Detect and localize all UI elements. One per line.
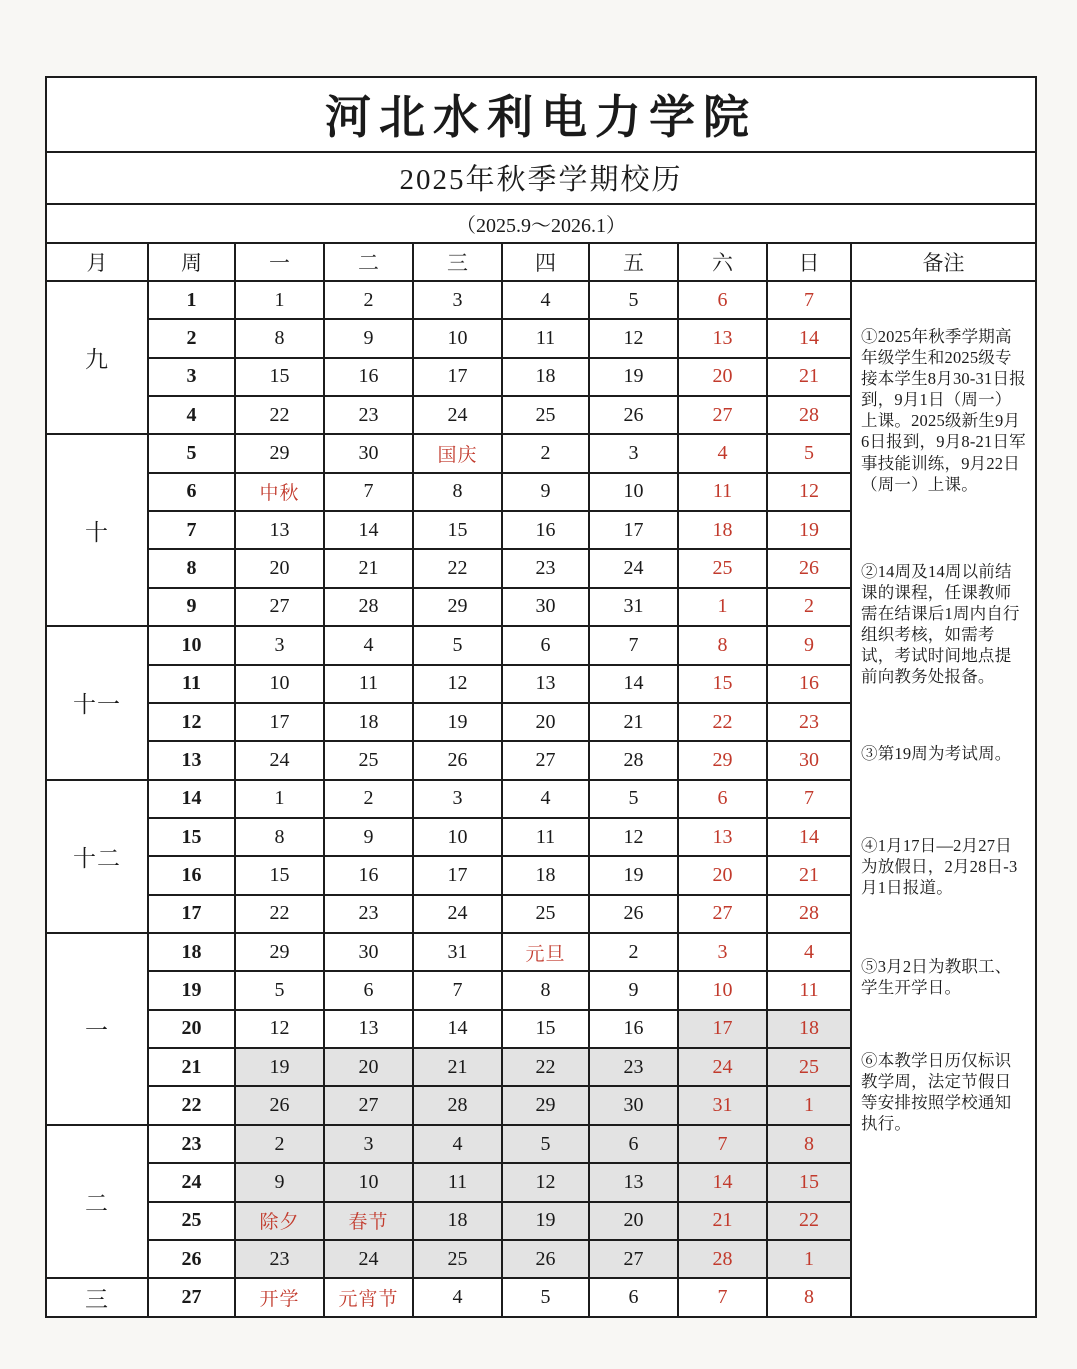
day-cell: 15 xyxy=(235,358,324,396)
day-cell: 6 xyxy=(678,780,767,818)
day-cell: 7 xyxy=(589,626,678,664)
day-cell: 5 xyxy=(767,434,851,472)
day-cell: 8 xyxy=(678,626,767,664)
column-header-month: 月 xyxy=(46,243,148,281)
day-cell: 29 xyxy=(413,588,502,626)
day-cell: 11 xyxy=(502,818,589,856)
day-cell: 22 xyxy=(502,1048,589,1086)
day-cell: 23 xyxy=(235,1240,324,1278)
day-cell: 3 xyxy=(678,933,767,971)
day-cell: 26 xyxy=(413,741,502,779)
column-header-thu: 四 xyxy=(502,243,589,281)
day-cell: 11 xyxy=(413,1163,502,1201)
day-cell: 11 xyxy=(324,665,413,703)
day-cell: 12 xyxy=(589,818,678,856)
day-cell: 22 xyxy=(235,895,324,933)
day-cell: 17 xyxy=(235,703,324,741)
day-cell: 5 xyxy=(502,1125,589,1163)
day-cell: 2 xyxy=(589,933,678,971)
month-label: 一 xyxy=(46,933,148,1125)
day-cell: 30 xyxy=(324,434,413,472)
day-cell: 11 xyxy=(502,319,589,357)
week-number-cell: 27 xyxy=(148,1278,235,1317)
subtitle-row xyxy=(46,152,1036,205)
day-cell: 21 xyxy=(678,1202,767,1240)
day-cell: 1 xyxy=(235,281,324,319)
day-cell: 25 xyxy=(502,396,589,434)
day-cell: 3 xyxy=(413,281,502,319)
day-cell: 28 xyxy=(413,1086,502,1124)
day-cell: 20 xyxy=(502,703,589,741)
day-cell: 4 xyxy=(502,281,589,319)
day-cell: 31 xyxy=(589,588,678,626)
day-cell: 24 xyxy=(413,895,502,933)
day-cell: 13 xyxy=(502,665,589,703)
day-cell: 5 xyxy=(589,780,678,818)
day-cell: 19 xyxy=(235,1048,324,1086)
day-cell: 3 xyxy=(235,626,324,664)
day-cell: 12 xyxy=(767,473,851,511)
day-cell: 6 xyxy=(589,1278,678,1317)
day-cell: 13 xyxy=(324,1010,413,1048)
day-cell: 26 xyxy=(589,396,678,434)
day-cell: 11 xyxy=(678,473,767,511)
day-cell: 2 xyxy=(235,1125,324,1163)
day-cell: 8 xyxy=(502,971,589,1009)
day-cell: 18 xyxy=(678,511,767,549)
holiday-cell: 元旦 xyxy=(502,933,589,971)
day-cell: 7 xyxy=(678,1278,767,1317)
day-cell: 9 xyxy=(235,1163,324,1201)
date-range-row xyxy=(46,204,1036,242)
day-cell: 31 xyxy=(678,1086,767,1124)
day-cell: 31 xyxy=(413,933,502,971)
day-cell: 10 xyxy=(413,319,502,357)
day-cell: 27 xyxy=(235,588,324,626)
month-label: 三 xyxy=(46,1278,148,1317)
month-label: 二 xyxy=(46,1125,148,1278)
day-cell: 25 xyxy=(413,1240,502,1278)
week-row xyxy=(46,281,1036,319)
week-number-cell: 1 xyxy=(148,281,235,319)
day-cell: 21 xyxy=(589,703,678,741)
holiday-cell: 除夕 xyxy=(235,1202,324,1240)
day-cell: 30 xyxy=(767,741,851,779)
day-cell: 1 xyxy=(678,588,767,626)
day-cell: 16 xyxy=(324,358,413,396)
day-cell: 8 xyxy=(413,473,502,511)
day-cell: 2 xyxy=(324,780,413,818)
day-cell: 21 xyxy=(767,358,851,396)
day-cell: 18 xyxy=(502,856,589,894)
column-header-notes: 备注 xyxy=(851,243,1036,281)
day-cell: 8 xyxy=(235,818,324,856)
holiday-cell: 国庆 xyxy=(413,434,502,472)
day-cell: 20 xyxy=(589,1202,678,1240)
title-row xyxy=(46,77,1036,152)
day-cell: 17 xyxy=(413,856,502,894)
day-cell: 8 xyxy=(767,1278,851,1317)
day-cell: 24 xyxy=(324,1240,413,1278)
day-cell: 28 xyxy=(767,396,851,434)
day-cell: 27 xyxy=(678,396,767,434)
notes-cell xyxy=(851,281,1036,1317)
day-cell: 23 xyxy=(767,703,851,741)
day-cell: 12 xyxy=(502,1163,589,1201)
day-cell: 25 xyxy=(767,1048,851,1086)
month-label: 十二 xyxy=(46,780,148,933)
day-cell: 24 xyxy=(413,396,502,434)
day-cell: 16 xyxy=(502,511,589,549)
week-number-cell: 19 xyxy=(148,971,235,1009)
note-item: ⑤3月2日为教职工、学生开学日。 xyxy=(861,956,1012,998)
note-item: ②14周及14周以前结课的课程，任课教师需在结课后1周内自行组织考核，如需考试，考试时间地点提前向教务处报备。 xyxy=(861,561,1020,687)
holiday-cell: 中秋 xyxy=(235,473,324,511)
note-item: ①2025年秋季学期高年级学生和2025级专接本学生8月30-31日报到，9月1日（周一）上课。2025级新生9月6日报到，9月8-21日军事技能训练，9月22日（周一）上课。 xyxy=(861,326,1026,494)
day-cell: 3 xyxy=(413,780,502,818)
note-item: ⑥本教学日历仅标识教学周，法定节假日等安排按照学校通知执行。 xyxy=(861,1051,1012,1134)
day-cell: 5 xyxy=(589,281,678,319)
day-cell: 4 xyxy=(413,1125,502,1163)
day-cell: 13 xyxy=(235,511,324,549)
day-cell: 26 xyxy=(235,1086,324,1124)
header-row xyxy=(46,243,1036,281)
day-cell: 22 xyxy=(235,396,324,434)
day-cell: 24 xyxy=(678,1048,767,1086)
day-cell: 19 xyxy=(502,1202,589,1240)
week-number-cell: 26 xyxy=(148,1240,235,1278)
column-header-sun: 日 xyxy=(767,243,851,281)
week-number-cell: 11 xyxy=(148,665,235,703)
day-cell: 7 xyxy=(324,473,413,511)
week-number-cell: 12 xyxy=(148,703,235,741)
day-cell: 4 xyxy=(767,933,851,971)
week-number-cell: 10 xyxy=(148,626,235,664)
day-cell: 22 xyxy=(413,549,502,587)
day-cell: 13 xyxy=(589,1163,678,1201)
day-cell: 16 xyxy=(767,665,851,703)
day-cell: 7 xyxy=(413,971,502,1009)
week-number-cell: 23 xyxy=(148,1125,235,1163)
week-number-cell: 17 xyxy=(148,895,235,933)
day-cell: 7 xyxy=(678,1125,767,1163)
day-cell: 7 xyxy=(767,780,851,818)
day-cell: 28 xyxy=(767,895,851,933)
day-cell: 1 xyxy=(767,1086,851,1124)
week-number-cell: 15 xyxy=(148,818,235,856)
day-cell: 10 xyxy=(413,818,502,856)
week-number-cell: 20 xyxy=(148,1010,235,1048)
day-cell: 24 xyxy=(235,741,324,779)
calendar-table xyxy=(45,76,1037,1318)
column-header-fri: 五 xyxy=(589,243,678,281)
week-number-cell: 8 xyxy=(148,549,235,587)
day-cell: 4 xyxy=(502,780,589,818)
day-cell: 5 xyxy=(413,626,502,664)
week-number-cell: 3 xyxy=(148,358,235,396)
day-cell: 26 xyxy=(767,549,851,587)
column-header-sat: 六 xyxy=(678,243,767,281)
day-cell: 27 xyxy=(324,1086,413,1124)
week-number-cell: 14 xyxy=(148,780,235,818)
day-cell: 30 xyxy=(324,933,413,971)
week-number-cell: 13 xyxy=(148,741,235,779)
day-cell: 15 xyxy=(235,856,324,894)
week-number-cell: 21 xyxy=(148,1048,235,1086)
note-item: ④1月17日—2月27日为放假日，2月28日-3月1日报道。 xyxy=(861,835,1018,897)
day-cell: 23 xyxy=(324,895,413,933)
day-cell: 29 xyxy=(502,1086,589,1124)
week-number-cell: 24 xyxy=(148,1163,235,1201)
day-cell: 17 xyxy=(413,358,502,396)
day-cell: 2 xyxy=(324,281,413,319)
semester-subtitle: 2025年秋季学期校历 xyxy=(46,152,1036,205)
day-cell: 29 xyxy=(235,933,324,971)
day-cell: 12 xyxy=(413,665,502,703)
day-cell: 1 xyxy=(235,780,324,818)
column-header-wed: 三 xyxy=(413,243,502,281)
day-cell: 19 xyxy=(413,703,502,741)
holiday-cell: 元宵节 xyxy=(324,1278,413,1317)
day-cell: 6 xyxy=(502,626,589,664)
day-cell: 4 xyxy=(324,626,413,664)
day-cell: 4 xyxy=(678,434,767,472)
day-cell: 30 xyxy=(589,1086,678,1124)
week-number-cell: 9 xyxy=(148,588,235,626)
day-cell: 8 xyxy=(767,1125,851,1163)
day-cell: 9 xyxy=(589,971,678,1009)
week-number-cell: 2 xyxy=(148,319,235,357)
day-cell: 9 xyxy=(767,626,851,664)
day-cell: 20 xyxy=(678,856,767,894)
day-cell: 21 xyxy=(413,1048,502,1086)
day-cell: 9 xyxy=(324,319,413,357)
day-cell: 10 xyxy=(324,1163,413,1201)
day-cell: 19 xyxy=(589,856,678,894)
day-cell: 8 xyxy=(235,319,324,357)
day-cell: 17 xyxy=(589,511,678,549)
day-cell: 20 xyxy=(235,549,324,587)
day-cell: 5 xyxy=(502,1278,589,1317)
day-cell: 26 xyxy=(589,895,678,933)
month-label: 九 xyxy=(46,281,148,434)
column-header-mon: 一 xyxy=(235,243,324,281)
day-cell: 4 xyxy=(413,1278,502,1317)
day-cell: 3 xyxy=(324,1125,413,1163)
week-number-cell: 18 xyxy=(148,933,235,971)
day-cell: 20 xyxy=(324,1048,413,1086)
day-cell: 10 xyxy=(235,665,324,703)
day-cell: 21 xyxy=(324,549,413,587)
day-cell: 14 xyxy=(767,818,851,856)
column-header-tue: 二 xyxy=(324,243,413,281)
day-cell: 14 xyxy=(324,511,413,549)
day-cell: 6 xyxy=(589,1125,678,1163)
day-cell: 23 xyxy=(502,549,589,587)
week-number-cell: 16 xyxy=(148,856,235,894)
day-cell: 17 xyxy=(678,1010,767,1048)
day-cell: 5 xyxy=(235,971,324,1009)
day-cell: 15 xyxy=(413,511,502,549)
page-title: 河北水利电力学院 xyxy=(46,77,1036,152)
holiday-cell: 春节 xyxy=(324,1202,413,1240)
day-cell: 15 xyxy=(502,1010,589,1048)
day-cell: 16 xyxy=(589,1010,678,1048)
column-header-week: 周 xyxy=(148,243,235,281)
day-cell: 12 xyxy=(589,319,678,357)
day-cell: 27 xyxy=(678,895,767,933)
day-cell: 29 xyxy=(235,434,324,472)
holiday-cell: 开学 xyxy=(235,1278,324,1317)
day-cell: 23 xyxy=(324,396,413,434)
week-number-cell: 25 xyxy=(148,1202,235,1240)
week-number-cell: 5 xyxy=(148,434,235,472)
week-number-cell: 6 xyxy=(148,473,235,511)
month-label: 十 xyxy=(46,434,148,626)
day-cell: 14 xyxy=(678,1163,767,1201)
day-cell: 24 xyxy=(589,549,678,587)
day-cell: 2 xyxy=(502,434,589,472)
day-cell: 9 xyxy=(502,473,589,511)
day-cell: 28 xyxy=(589,741,678,779)
day-cell: 13 xyxy=(678,319,767,357)
day-cell: 30 xyxy=(502,588,589,626)
day-cell: 22 xyxy=(678,703,767,741)
day-cell: 28 xyxy=(678,1240,767,1278)
day-cell: 15 xyxy=(678,665,767,703)
day-cell: 2 xyxy=(767,588,851,626)
day-cell: 13 xyxy=(678,818,767,856)
week-number-cell: 22 xyxy=(148,1086,235,1124)
day-cell: 6 xyxy=(678,281,767,319)
day-cell: 28 xyxy=(324,588,413,626)
day-cell: 19 xyxy=(767,511,851,549)
day-cell: 29 xyxy=(678,741,767,779)
day-cell: 14 xyxy=(589,665,678,703)
day-cell: 20 xyxy=(678,358,767,396)
day-cell: 27 xyxy=(589,1240,678,1278)
day-cell: 23 xyxy=(589,1048,678,1086)
day-cell: 7 xyxy=(767,281,851,319)
day-cell: 18 xyxy=(413,1202,502,1240)
week-number-cell: 4 xyxy=(148,396,235,434)
day-cell: 18 xyxy=(324,703,413,741)
day-cell: 15 xyxy=(767,1163,851,1201)
day-cell: 26 xyxy=(502,1240,589,1278)
day-cell: 22 xyxy=(767,1202,851,1240)
day-cell: 11 xyxy=(767,971,851,1009)
day-cell: 25 xyxy=(324,741,413,779)
day-cell: 10 xyxy=(678,971,767,1009)
day-cell: 6 xyxy=(324,971,413,1009)
week-number-cell: 7 xyxy=(148,511,235,549)
day-cell: 16 xyxy=(324,856,413,894)
day-cell: 1 xyxy=(767,1240,851,1278)
month-label: 十一 xyxy=(46,626,148,779)
day-cell: 3 xyxy=(589,434,678,472)
day-cell: 14 xyxy=(767,319,851,357)
day-cell: 18 xyxy=(502,358,589,396)
day-cell: 27 xyxy=(502,741,589,779)
day-cell: 21 xyxy=(767,856,851,894)
day-cell: 25 xyxy=(678,549,767,587)
calendar-sheet xyxy=(45,76,1035,1318)
note-item: ③第19周为考试周。 xyxy=(861,744,1012,764)
day-cell: 12 xyxy=(235,1010,324,1048)
day-cell: 19 xyxy=(589,358,678,396)
day-cell: 10 xyxy=(589,473,678,511)
day-cell: 18 xyxy=(767,1010,851,1048)
day-cell: 9 xyxy=(324,818,413,856)
day-cell: 14 xyxy=(413,1010,502,1048)
date-range: （2025.9～2026.1） xyxy=(46,204,1036,242)
day-cell: 25 xyxy=(502,895,589,933)
